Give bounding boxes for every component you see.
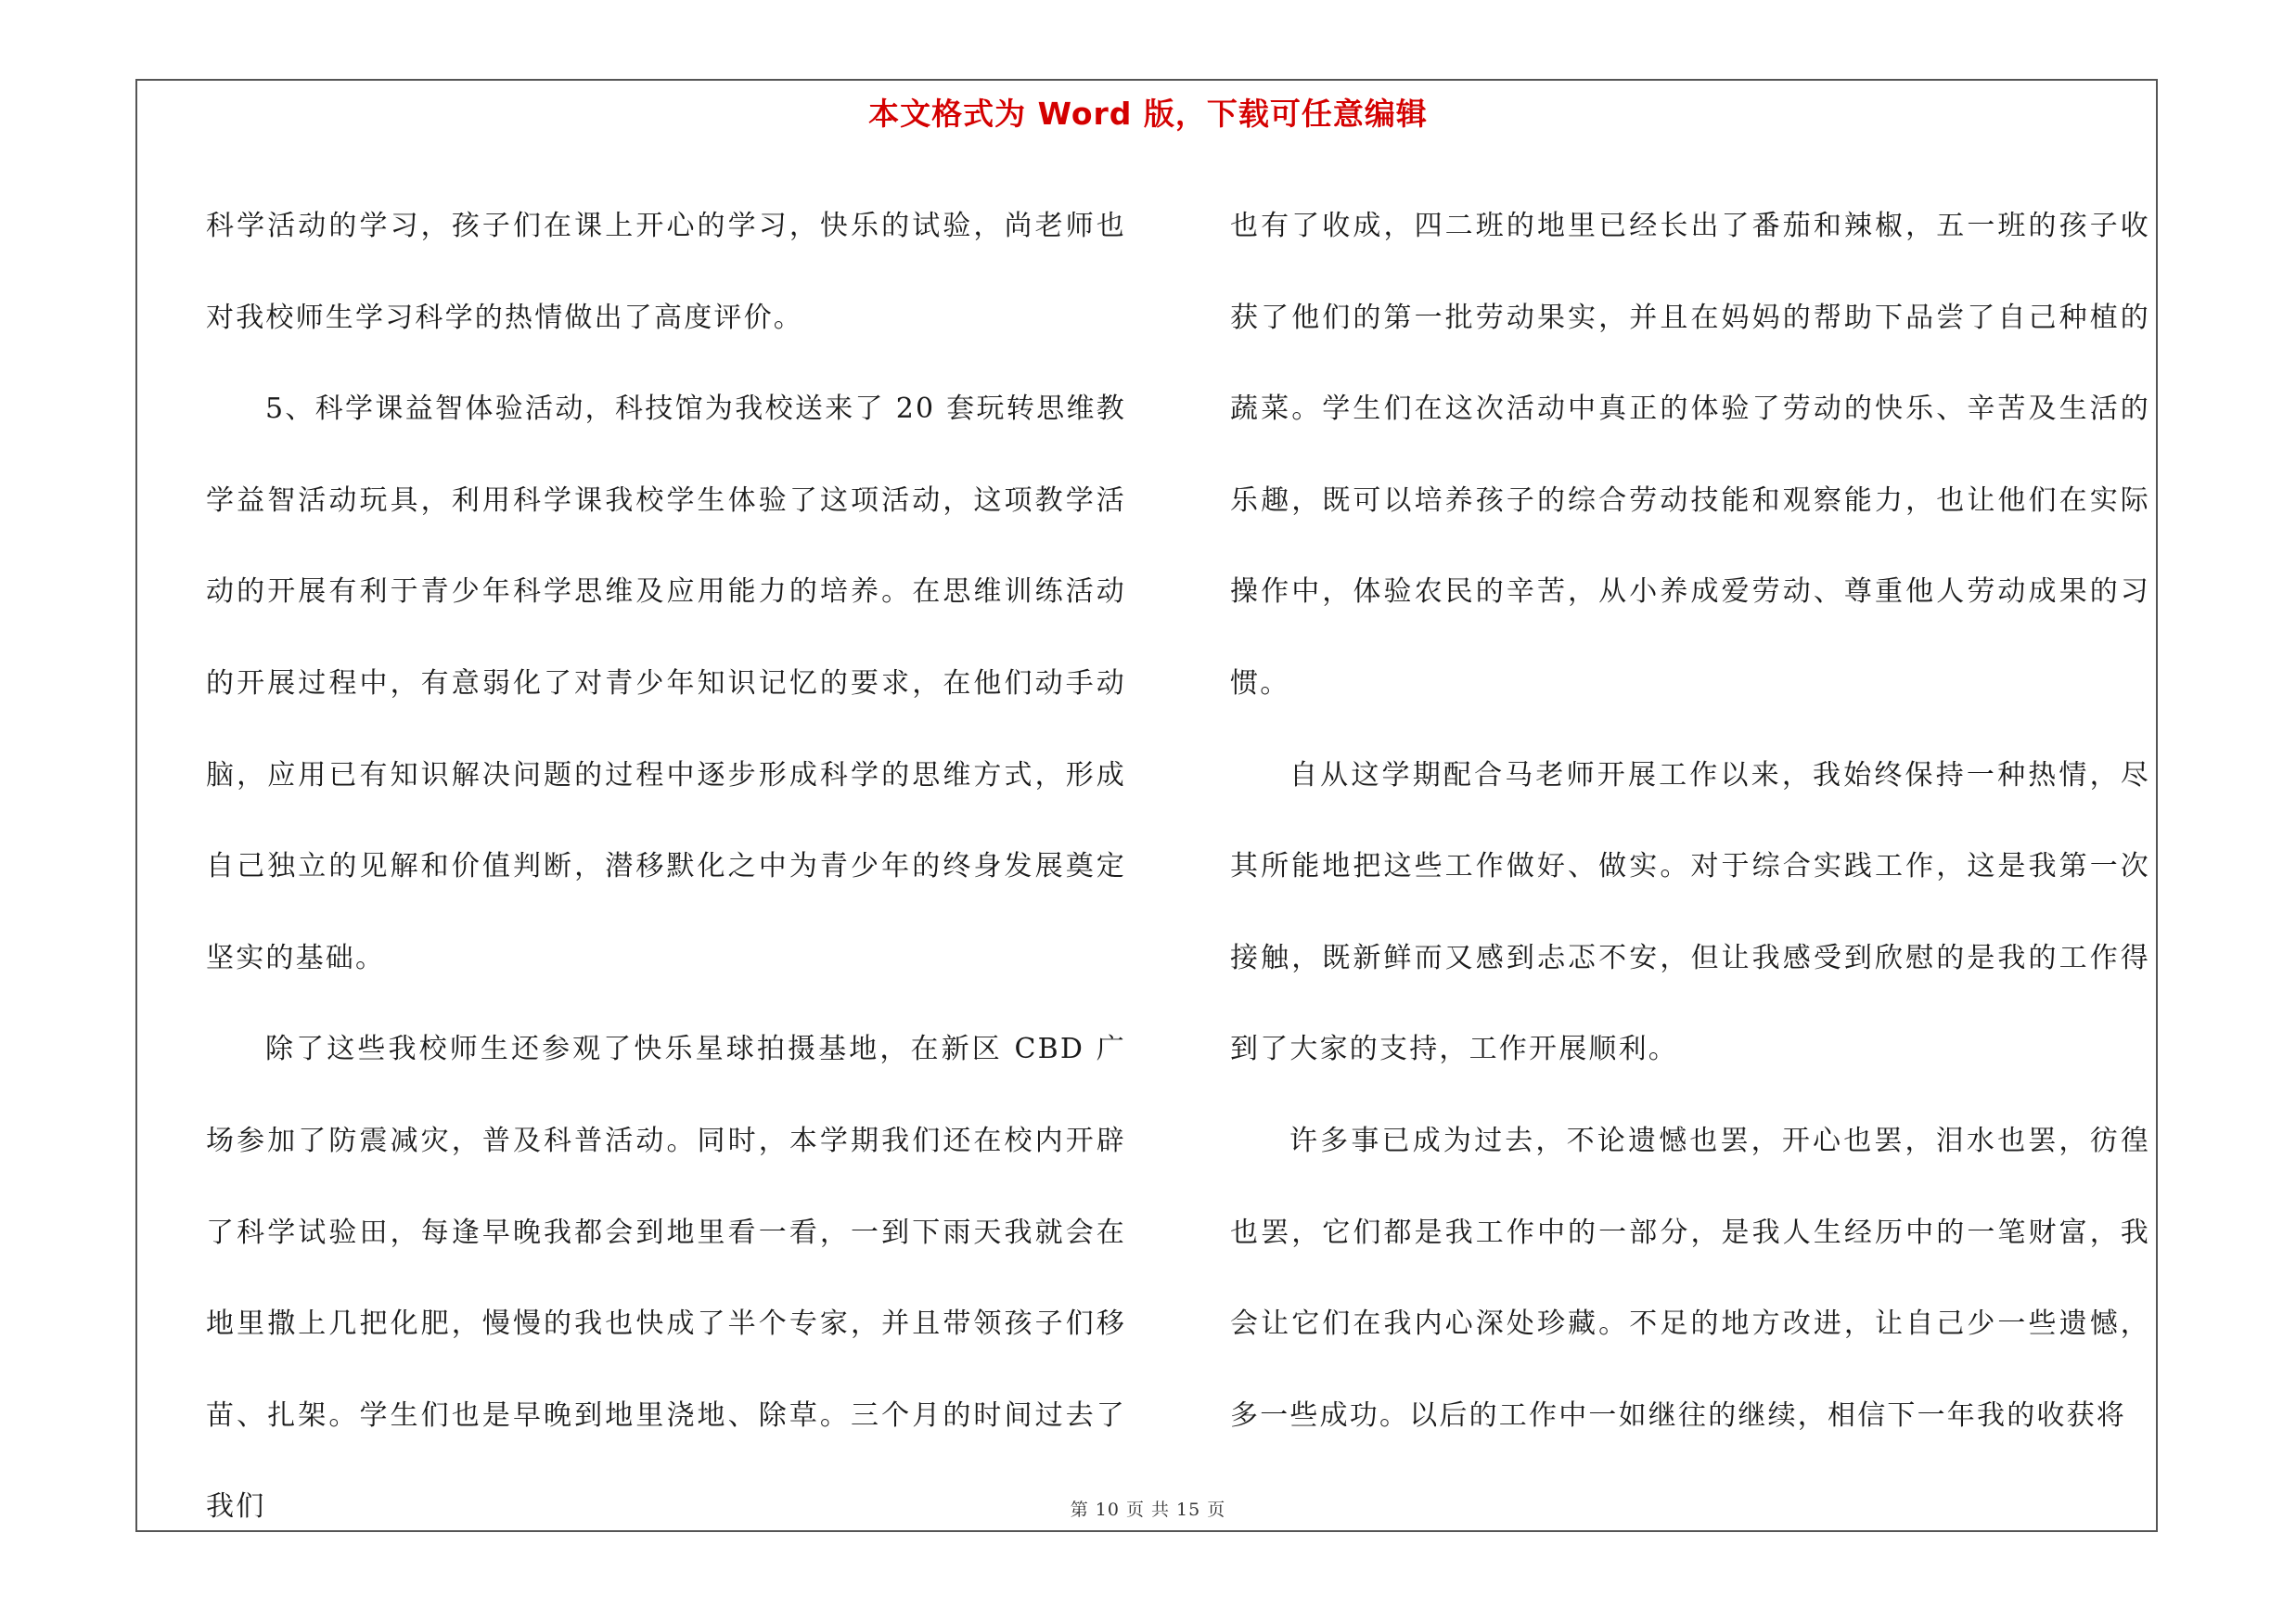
left-column (206, 181, 1126, 1553)
right-paragraph-2: 自从这学期配合马老师开展工作以来，我始终保持一种热情，尽其所能地把这些工作做好、做实。对于综合实践工作，这是我第一次接触，既新鲜而又感到忐忑不安，但让我感受到欣慰的是我的工作得到了大家的支持，工作开展顺利。 (1230, 758, 2150, 1066)
header-banner: 本文格式为 Word 版，下载可任意编辑 (868, 96, 1428, 132)
left-paragraph-2: 5、科学课益智体验活动，科技馆为我校送来了 20 套玩转思维教学益智活动玩具，利用科学课我校学生体验了这项活动，这项教学活动的开展有利于青少年科学思维及应用能力的培养。在思维训练活动的开展过程中，有意弱化了对青少年知识记忆的要求，在他们动手动脑，应用已有知识解决问题的过程中逐步形成科学的思维方式，形成自己独立的见解和价值判断，潜移默化之中为青少年的终身发展奠定坚实的基础。 (206, 393, 1126, 974)
right-paragraph-3: 许多事已成为过去，不论遗憾也罢，开心也罢，泪水也罢，彷徨也罢，它们都是我工作中的一部分，是我人生经历中的一笔财富，我会让它们在我内心深处珍藏。不足的地方改进，让自己少一些遗憾，多一些成功。以后的工作中一如继往的继续，相信下一年我的收获将 (1230, 1124, 2150, 1432)
page-footer: 第 10 页 共 15 页 (1070, 1500, 1226, 1520)
left-paragraph-1: 科学活动的学习，孩子们在课上开心的学习，快乐的试验，尚老师也对我校师生学习科学的热情做出了高度评价。 (206, 210, 1126, 334)
right-column (1230, 181, 2150, 1462)
right-paragraph-1: 也有了收成，四二班的地里已经长出了番茄和辣椒，五一班的孩子收获了他们的第一批劳动果实，并且在妈妈的帮助下品尝了自己种植的蔬菜。学生们在这次活动中真正的体验了劳动的快乐、辛苦及生活的乐趣，既可以培养孩子的综合劳动技能和观察能力，也让他们在实际操作中，体验农民的辛苦，从小养成爱劳动、尊重他人劳动成果的习惯。 (1230, 210, 2150, 700)
left-paragraph-3: 除了这些我校师生还参观了快乐星球拍摄基地，在新区 CBD 广场参加了防震减灾，普及科普活动。同时，本学期我们还在校内开辟了科学试验田，每逢早晚我都会到地里看一看，一到下雨天我就会在地里撒上几把化肥，慢慢的我也快成了半个专家，并且带领孩子们移苗、扎架。学生们也是早晚到地里浇地、除草。三个月的时间过去了我们 (206, 1033, 1126, 1524)
